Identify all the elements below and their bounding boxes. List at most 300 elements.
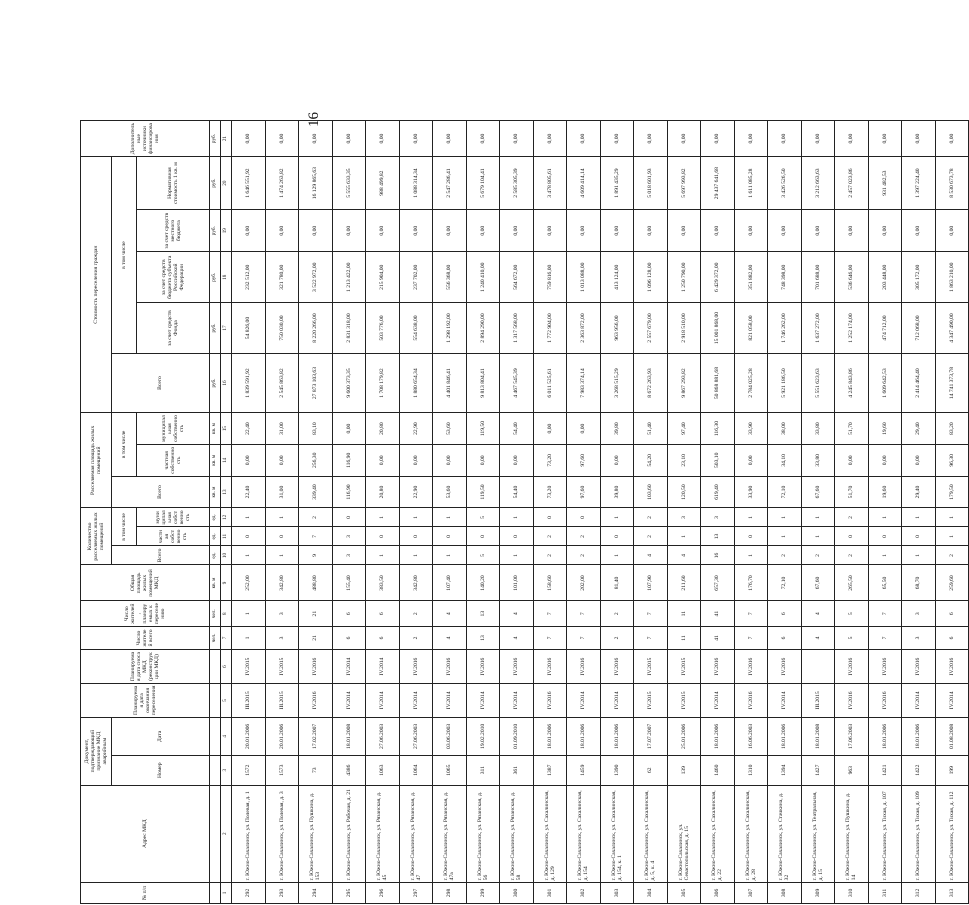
planned-end-cell: IV.2016 bbox=[734, 683, 768, 717]
doc-date-cell: 16.06.2003 bbox=[734, 717, 768, 755]
table-row bbox=[734, 121, 768, 904]
rooms-private-cell: 0 bbox=[902, 527, 936, 546]
planned-end-cell: IV.2014 bbox=[366, 683, 400, 717]
planned-end-cell: IV.2014 bbox=[500, 683, 534, 717]
total-area-cell: 65,50 bbox=[868, 565, 902, 601]
residents-cell: 6 bbox=[768, 626, 802, 649]
cost-extra-cell: 2 547 286,41 bbox=[433, 157, 467, 210]
cost-budget-local-cell: 0,00 bbox=[366, 210, 400, 252]
cost-budget-subject-cell: 1 213 422,00 bbox=[332, 252, 366, 303]
cost-budget-subject-cell: 748 398,00 bbox=[768, 252, 802, 303]
area-total-cell: 73,20 bbox=[533, 476, 567, 508]
index-cell: 6 bbox=[221, 650, 232, 684]
row-number-cell: 312 bbox=[902, 882, 936, 903]
planned-end-cell: IV.2014 bbox=[768, 683, 802, 717]
area-municipal-cell: 116,30 bbox=[701, 413, 735, 445]
planned-end-cell: IV.2014 bbox=[332, 683, 366, 717]
cost-fund-cell: 54 826,00 bbox=[232, 303, 266, 354]
area-private-cell: 0,00 bbox=[868, 444, 902, 476]
row-number-cell: 303 bbox=[600, 882, 634, 903]
table-row bbox=[634, 121, 668, 904]
planned-end-cell: IV.2014 bbox=[701, 683, 735, 717]
planned-demolish-cell: IV.2016 bbox=[835, 650, 869, 684]
area-municipal-cell: 39,80 bbox=[600, 413, 634, 445]
area-private-cell: 96,30 bbox=[935, 444, 969, 476]
rooms-total-cell: 2 bbox=[935, 546, 969, 565]
table-row bbox=[265, 121, 299, 904]
total-area-cell: 488,80 bbox=[299, 565, 333, 601]
cost-budget-local-cell: 0,00 bbox=[868, 210, 902, 252]
doc-number-cell: 1387 bbox=[533, 755, 567, 785]
cost-extra-cell: 1 474 263,82 bbox=[265, 157, 299, 210]
doc-number-cell: 199 bbox=[935, 755, 969, 785]
residents-planned-cell: 21 bbox=[299, 601, 333, 626]
cost-reserve-cell: 0,00 bbox=[433, 121, 467, 157]
area-municipal-cell: 83,20 bbox=[935, 413, 969, 445]
planned-end-cell: III.2015 bbox=[801, 683, 835, 717]
area-total-cell: 51,70 bbox=[835, 476, 869, 508]
index-cell: 21 bbox=[221, 121, 232, 157]
address-cell: г. Южно-Сахалинск, ул. Сахалинская, д. 154 bbox=[567, 785, 601, 882]
table-row bbox=[366, 121, 400, 904]
rooms-total-cell: 4 bbox=[634, 546, 668, 565]
residents-cell: 7 bbox=[868, 626, 902, 649]
rooms-municipal-cell: 2 bbox=[299, 508, 333, 527]
index-cell: 7 bbox=[221, 626, 232, 649]
cost-budget-subject-cell: 232 512,00 bbox=[232, 252, 266, 303]
cost-budget-subject-cell: 3 522 972,00 bbox=[299, 252, 333, 303]
rooms-total-cell: 1 bbox=[600, 546, 634, 565]
area-total-cell: 20,80 bbox=[366, 476, 400, 508]
index-cell: 18 bbox=[221, 252, 232, 303]
area-private-cell: 503,10 bbox=[701, 444, 735, 476]
address-cell: г. Южно-Сахалинск, ул. Сахалинская, д. 5, к. 4 bbox=[634, 785, 668, 882]
rooms-municipal-cell: 1 bbox=[433, 508, 467, 527]
table-row bbox=[667, 121, 701, 904]
table-row bbox=[902, 121, 936, 904]
cost-budget-local-cell: 0,00 bbox=[332, 210, 366, 252]
total-area-cell: 342,80 bbox=[265, 565, 299, 601]
rooms-total-cell: 16 bbox=[701, 546, 735, 565]
doc-date-cell: 17.06.2003 bbox=[835, 717, 869, 755]
row-number-cell: 306 bbox=[701, 882, 735, 903]
cost-total-cell: 1 839 591,92 bbox=[232, 353, 266, 412]
planned-demolish-cell bbox=[801, 650, 835, 684]
area-private-cell: 23,10 bbox=[667, 444, 701, 476]
index-cell: 3 bbox=[221, 755, 232, 785]
cost-budget-subject-cell: 701 688,00 bbox=[801, 252, 835, 303]
cost-fund-cell: 503 776,00 bbox=[366, 303, 400, 354]
residents-planned-cell: 6 bbox=[366, 601, 400, 626]
planned-end-cell: IV.2014 bbox=[935, 683, 969, 717]
residents-cell: 3 bbox=[902, 626, 936, 649]
cost-fund-cell: 4 347 490,00 bbox=[935, 303, 969, 354]
cost-budget-local-cell: 0,00 bbox=[433, 210, 467, 252]
rooms-private-cell: 0 bbox=[399, 527, 433, 546]
planned-demolish-cell: IV.2016 bbox=[433, 650, 467, 684]
table-row bbox=[868, 121, 902, 904]
index-cell: 17 bbox=[221, 303, 232, 354]
table-row bbox=[500, 121, 534, 904]
address-cell: г. Южно-Сахалинск, ул. Полевая, д. 3 bbox=[265, 785, 299, 882]
unit-cell: руб. bbox=[210, 252, 221, 303]
area-private-cell: 0,00 bbox=[366, 444, 400, 476]
rooms-total-cell: 1 bbox=[366, 546, 400, 565]
index-cell: 13 bbox=[221, 476, 232, 508]
doc-date-cell: 20.01.2006 bbox=[232, 717, 266, 755]
rooms-private-cell: 0 bbox=[600, 527, 634, 546]
table-row bbox=[768, 121, 802, 904]
residents-cell: 1 bbox=[232, 626, 266, 649]
index-cell: 20 bbox=[221, 157, 232, 210]
planned-demolish-cell: IV.2015 bbox=[667, 650, 701, 684]
residents-cell: 11 bbox=[667, 626, 701, 649]
residents-planned-cell: 7 bbox=[567, 601, 601, 626]
cost-reserve-cell: 0,00 bbox=[299, 121, 333, 157]
area-total-cell: 339,40 bbox=[299, 476, 333, 508]
header-cost-in-that: в том числе bbox=[112, 157, 137, 354]
rooms-municipal-cell: 0 bbox=[533, 508, 567, 527]
unit-cell: руб. bbox=[210, 353, 221, 412]
index-cell: 19 bbox=[221, 210, 232, 252]
doc-number-cell: 139 bbox=[667, 755, 701, 785]
doc-date-cell: 03.06.2003 bbox=[433, 717, 467, 755]
cost-budget-subject-cell: 1 096 128,00 bbox=[634, 252, 668, 303]
total-area-cell: 107,90 bbox=[634, 565, 668, 601]
total-area-cell: 155,40 bbox=[332, 565, 366, 601]
doc-date-cell: 17.02.2007 bbox=[299, 717, 333, 755]
area-total-cell: 31,00 bbox=[265, 476, 299, 508]
address-cell: г. Южно-Сахалинск, ул. Сахалинская, д. 129 bbox=[533, 785, 567, 882]
rooms-municipal-cell: 1 bbox=[935, 508, 969, 527]
planned-demolish-cell: IV.2016 bbox=[500, 650, 534, 684]
residents-planned-cell: 2 bbox=[600, 601, 634, 626]
cost-reserve-cell: 0,00 bbox=[567, 121, 601, 157]
table-row bbox=[801, 121, 835, 904]
address-cell: г. Южно-Сахалинск, ул. Сахалинская, д. 154, к. 1 bbox=[600, 785, 634, 882]
header-area-municipal: муниципальная собственность bbox=[137, 413, 210, 445]
rooms-municipal-cell: 1 bbox=[734, 508, 768, 527]
cost-budget-subject-cell: 556 368,00 bbox=[433, 252, 467, 303]
unit-cell bbox=[210, 755, 221, 785]
area-total-cell: 33,90 bbox=[734, 476, 768, 508]
planned-demolish-cell: IV.2016 bbox=[600, 650, 634, 684]
residents-cell: 7 bbox=[734, 626, 768, 649]
doc-date-cell: 25.01.2006 bbox=[667, 717, 701, 755]
cost-extra-cell: 2 585 305,39 bbox=[500, 157, 534, 210]
residents-planned-cell: 7 bbox=[533, 601, 567, 626]
area-private-cell: 97,60 bbox=[567, 444, 601, 476]
address-cell: г. Южно-Сахалинск, ул. Рязанская, д. 56 bbox=[466, 785, 500, 882]
unit-cell: руб. bbox=[210, 303, 221, 354]
residents-cell: 6 bbox=[366, 626, 400, 649]
doc-number-cell: 1422 bbox=[902, 755, 936, 785]
planned-demolish-cell: IV.2014 bbox=[366, 650, 400, 684]
table-row bbox=[433, 121, 467, 904]
planned-end-cell: IV.2016 bbox=[835, 683, 869, 717]
doc-number-cell: 1064 bbox=[399, 755, 433, 785]
row-number-cell: 302 bbox=[567, 882, 601, 903]
rooms-municipal-cell: 2 bbox=[634, 508, 668, 527]
doc-date-cell: 18.01.2008 bbox=[801, 717, 835, 755]
units-row bbox=[210, 121, 221, 904]
cost-budget-local-cell: 0,00 bbox=[299, 210, 333, 252]
rooms-total-cell: 1 bbox=[399, 546, 433, 565]
header-rooms-total: Всего bbox=[112, 546, 210, 565]
rooms-private-cell: 2 bbox=[567, 527, 601, 546]
address-cell: г. Южно-Сахалинск, ул. Сахалинская, д. 22 bbox=[701, 785, 735, 882]
header-doc-num: Номер bbox=[112, 755, 210, 785]
doc-number-cell: 1421 bbox=[868, 755, 902, 785]
doc-number-cell: 1460 bbox=[701, 755, 735, 785]
cost-reserve-cell: 0,00 bbox=[366, 121, 400, 157]
residents-planned-cell: 6 bbox=[768, 601, 802, 626]
cost-budget-subject-cell: 1 863 210,00 bbox=[935, 252, 969, 303]
cost-reserve-cell: 0,00 bbox=[634, 121, 668, 157]
cost-fund-cell: 2 894 290,00 bbox=[466, 303, 500, 354]
residents-planned-cell: 4 bbox=[433, 601, 467, 626]
residents-planned-cell: 6 bbox=[332, 601, 366, 626]
area-private-cell: 73,20 bbox=[533, 444, 567, 476]
area-municipal-cell: 33,90 bbox=[734, 413, 768, 445]
rooms-private-cell: 1 bbox=[801, 527, 835, 546]
cost-budget-local-cell: 0,00 bbox=[902, 210, 936, 252]
unit-cell: ед. bbox=[210, 508, 221, 527]
rooms-total-cell: 2 bbox=[768, 546, 802, 565]
planned-end-cell: IV.2014 bbox=[567, 683, 601, 717]
doc-date-cell: 18.01.2006 bbox=[600, 717, 634, 755]
cost-budget-local-cell: 0,00 bbox=[232, 210, 266, 252]
cost-extra-cell: 5 697 993,82 bbox=[667, 157, 701, 210]
total-area-cell: 252,00 bbox=[232, 565, 266, 601]
cost-total-cell: 2 414 464,40 bbox=[902, 353, 936, 412]
cost-total-cell: 9 600 373,35 bbox=[332, 353, 366, 412]
cost-reserve-cell: 0,00 bbox=[734, 121, 768, 157]
planned-demolish-cell: IV.2016 bbox=[299, 650, 333, 684]
cost-total-cell: 27 873 103,63 bbox=[299, 353, 333, 412]
header-num: № п/п bbox=[81, 882, 210, 903]
total-area-cell: 101,00 bbox=[500, 565, 534, 601]
header-cost-total: Всего bbox=[112, 353, 210, 412]
row-number-cell: 308 bbox=[768, 882, 802, 903]
rooms-total-cell: 1 bbox=[868, 546, 902, 565]
row-number-cell: 310 bbox=[835, 882, 869, 903]
area-private-cell: 0,00 bbox=[399, 444, 433, 476]
address-cell: г. Южно-Сахалинск, ул. Сахалинская, д. 28 bbox=[734, 785, 768, 882]
cost-fund-cell: 712 068,00 bbox=[902, 303, 936, 354]
area-municipal-cell: 29,40 bbox=[902, 413, 936, 445]
total-area-cell: 158,60 bbox=[533, 565, 567, 601]
address-cell: г. Южно-Сахалинск, ул. Пушкина, д. 153 bbox=[299, 785, 333, 882]
row-number-cell: 311 bbox=[868, 882, 902, 903]
area-municipal-cell: 38,00 bbox=[768, 413, 802, 445]
cost-reserve-cell: 0,00 bbox=[399, 121, 433, 157]
area-municipal-cell: 83,10 bbox=[299, 413, 333, 445]
unit-cell bbox=[210, 650, 221, 684]
table-row bbox=[399, 121, 433, 904]
area-municipal-cell: 20,80 bbox=[366, 413, 400, 445]
doc-number-cell: 963 bbox=[835, 755, 869, 785]
area-total-cell: 103,60 bbox=[634, 476, 668, 508]
header-area-private: частная собственность bbox=[137, 444, 210, 476]
rooms-private-cell: 13 bbox=[701, 527, 735, 546]
planned-demolish-cell: IV.2016 bbox=[768, 650, 802, 684]
table-row bbox=[299, 121, 333, 904]
row-number-cell: 305 bbox=[667, 882, 701, 903]
doc-number-cell: 311 bbox=[466, 755, 500, 785]
cost-total-cell: 4 245 843,86 bbox=[835, 353, 869, 412]
residents-cell: 21 bbox=[299, 626, 333, 649]
row-number-cell: 296 bbox=[366, 882, 400, 903]
cost-budget-subject-cell: 759 816,00 bbox=[533, 252, 567, 303]
total-area-cell: 68,70 bbox=[902, 565, 936, 601]
residents-cell: 4 bbox=[801, 626, 835, 649]
unit-cell: ед. bbox=[210, 527, 221, 546]
rooms-municipal-cell: 1 bbox=[768, 508, 802, 527]
residents-cell: 7 bbox=[634, 626, 668, 649]
doc-date-cell: 20.01.2006 bbox=[265, 717, 299, 755]
area-private-cell: 0,00 bbox=[835, 444, 869, 476]
address-cell: г. Южно-Сахалинск, ул. Тихая, д. 109 bbox=[902, 785, 936, 882]
residents-cell: 6 bbox=[332, 626, 366, 649]
table-row bbox=[533, 121, 567, 904]
residents-planned-cell: 5 bbox=[835, 601, 869, 626]
cost-reserve-cell: 0,00 bbox=[332, 121, 366, 157]
rooms-municipal-cell: 3 bbox=[701, 508, 735, 527]
residents-cell: 2 bbox=[399, 626, 433, 649]
index-cell: 9 bbox=[221, 565, 232, 601]
rooms-private-cell: 0 bbox=[433, 527, 467, 546]
cost-budget-local-cell: 0,00 bbox=[567, 210, 601, 252]
index-cell: 4 bbox=[221, 717, 232, 755]
total-area-cell: 67,60 bbox=[801, 565, 835, 601]
residents-cell: 13 bbox=[466, 626, 500, 649]
cost-total-cell: 14 741 373,78 bbox=[935, 353, 969, 412]
total-area-cell: 140,20 bbox=[466, 565, 500, 601]
doc-date-cell: 01.09.2010 bbox=[500, 717, 534, 755]
cost-extra-cell: 2 457 023,86 bbox=[835, 157, 869, 210]
planned-end-cell: IV.2014 bbox=[466, 683, 500, 717]
cost-extra-cell: 5 679 104,41 bbox=[466, 157, 500, 210]
area-municipal-cell: 51,70 bbox=[835, 413, 869, 445]
cost-budget-subject-cell: 413 124,00 bbox=[600, 252, 634, 303]
doc-date-cell: 18.01.2006 bbox=[902, 717, 936, 755]
table-row bbox=[567, 121, 601, 904]
total-area-cell: 72,10 bbox=[768, 565, 802, 601]
address-cell: г. Южно-Сахалинск, ул. Тихая, д. 112 bbox=[935, 785, 969, 882]
table-row bbox=[701, 121, 735, 904]
cost-budget-local-cell: 0,00 bbox=[533, 210, 567, 252]
rooms-municipal-cell: 1 bbox=[265, 508, 299, 527]
table-row bbox=[232, 121, 266, 904]
cost-extra-cell: 1 088 314,34 bbox=[399, 157, 433, 210]
cost-fund-cell: 963 956,00 bbox=[600, 303, 634, 354]
rooms-private-cell: 0 bbox=[835, 527, 869, 546]
residents-planned-cell: 3 bbox=[902, 601, 936, 626]
doc-date-cell: 17.07.2007 bbox=[634, 717, 668, 755]
rooms-private-cell: 0 bbox=[232, 527, 266, 546]
resettlement-table bbox=[80, 120, 969, 904]
doc-number-cell: 62 bbox=[634, 755, 668, 785]
area-municipal-cell: 51,40 bbox=[634, 413, 668, 445]
row-number-cell: 298 bbox=[433, 882, 467, 903]
area-private-cell: 34,10 bbox=[768, 444, 802, 476]
doc-date-cell: 18.01.2006 bbox=[768, 717, 802, 755]
cost-fund-cell: 554 638,00 bbox=[399, 303, 433, 354]
doc-number-cell: 1573 bbox=[265, 755, 299, 785]
area-municipal-cell: 0,00 bbox=[533, 413, 567, 445]
planned-demolish-cell: IV.2015 bbox=[265, 650, 299, 684]
area-private-cell: 33,80 bbox=[801, 444, 835, 476]
cost-total-cell: 50 868 881,68 bbox=[701, 353, 735, 412]
doc-date-cell: 27.06.2003 bbox=[366, 717, 400, 755]
unit-cell bbox=[210, 717, 221, 755]
cost-budget-local-cell: 0,00 bbox=[466, 210, 500, 252]
index-cell: 16 bbox=[221, 353, 232, 412]
rooms-municipal-cell: 1 bbox=[399, 508, 433, 527]
cost-budget-subject-cell: 305 172,00 bbox=[902, 252, 936, 303]
table-row bbox=[466, 121, 500, 904]
cost-reserve-cell: 0,00 bbox=[265, 121, 299, 157]
cost-fund-cell: 1 252 174,00 bbox=[835, 303, 869, 354]
residents-planned-cell: 3 bbox=[265, 601, 299, 626]
area-total-cell: 22,40 bbox=[232, 476, 266, 508]
rooms-total-cell: 4 bbox=[667, 546, 701, 565]
cost-reserve-cell: 0,00 bbox=[768, 121, 802, 157]
cost-reserve-cell: 0,00 bbox=[835, 121, 869, 157]
cost-fund-cell: 474 712,00 bbox=[868, 303, 902, 354]
cost-fund-cell: 2 831 318,00 bbox=[332, 303, 366, 354]
cost-budget-subject-cell: 1 013 088,00 bbox=[567, 252, 601, 303]
row-number-cell: 297 bbox=[399, 882, 433, 903]
rooms-private-cell: 0 bbox=[500, 527, 534, 546]
cost-total-cell: 1 609 642,53 bbox=[868, 353, 902, 412]
area-private-cell: 0,00 bbox=[232, 444, 266, 476]
cost-extra-cell: 16 129 865,63 bbox=[299, 157, 333, 210]
cost-fund-cell: 1 746 262,00 bbox=[768, 303, 802, 354]
doc-date-cell: 18.01.2008 bbox=[332, 717, 366, 755]
unit-cell: кв. м bbox=[210, 476, 221, 508]
table-body bbox=[232, 121, 969, 904]
rooms-total-cell: 2 bbox=[567, 546, 601, 565]
header-reserve: Нормативная стоимость 1 кв. м bbox=[137, 157, 210, 210]
total-area-cell: 107,40 bbox=[433, 565, 467, 601]
unit-cell: руб. bbox=[210, 121, 221, 157]
unit-cell bbox=[210, 785, 221, 882]
cost-budget-subject-cell: 1 250 790,00 bbox=[667, 252, 701, 303]
area-total-cell: 97,60 bbox=[567, 476, 601, 508]
cost-total-cell: 1 880 654,34 bbox=[399, 353, 433, 412]
area-total-cell: 67,60 bbox=[801, 476, 835, 508]
rooms-total-cell: 3 bbox=[332, 546, 366, 565]
area-private-cell: 54,20 bbox=[634, 444, 668, 476]
rooms-municipal-cell: 0 bbox=[332, 508, 366, 527]
address-cell: г. Южно-Сахалинск, ул. Севастопольская, д. 15 bbox=[667, 785, 701, 882]
index-cell: 14 bbox=[221, 444, 232, 476]
cost-extra-cell: 3 478 805,61 bbox=[533, 157, 567, 210]
cost-fund-cell: 1 772 904,00 bbox=[533, 303, 567, 354]
cost-total-cell: 5 551 623,63 bbox=[801, 353, 835, 412]
residents-planned-cell: 13 bbox=[466, 601, 500, 626]
residents-cell: 7 bbox=[533, 626, 567, 649]
rooms-private-cell: 1 bbox=[935, 527, 969, 546]
address-cell: г. Южно-Сахалинск, ул. Стачкина, д. 32 bbox=[768, 785, 802, 882]
cost-extra-cell: 3 212 663,63 bbox=[801, 157, 835, 210]
total-area-cell: 342,80 bbox=[399, 565, 433, 601]
cost-extra-cell: 4 609 414,14 bbox=[567, 157, 601, 210]
residents-planned-cell: 2 bbox=[399, 601, 433, 626]
address-cell: г. Южно-Сахалинск, ул. Пушкина, д. 14 bbox=[835, 785, 869, 882]
